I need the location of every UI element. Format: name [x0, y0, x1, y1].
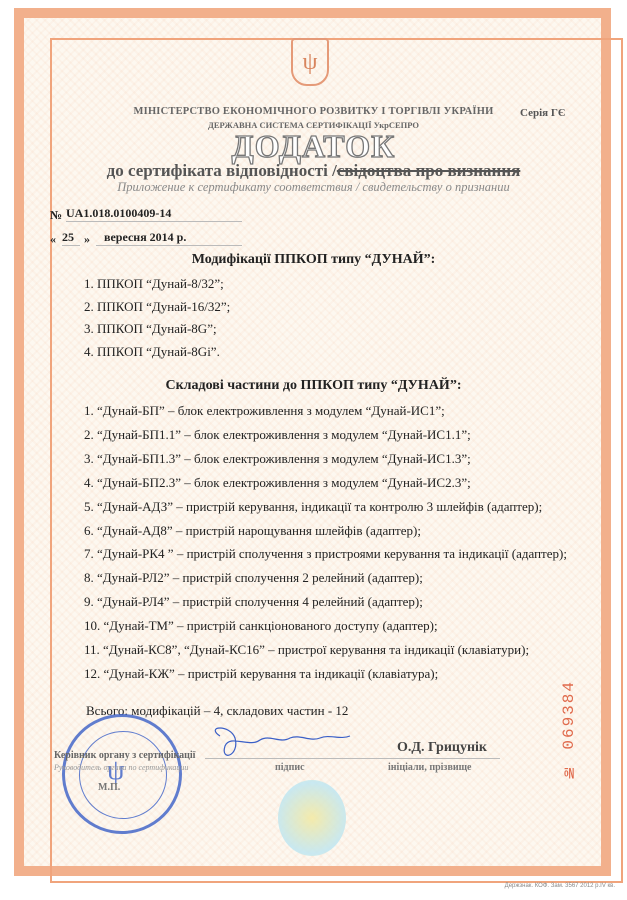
- list-item: 2. ППКОП “Дунай-16/32”;: [84, 298, 231, 314]
- number-label: №: [50, 208, 63, 222]
- list-item: 3. ППКОП “Дунай-8G”;: [84, 321, 217, 336]
- subtitle-struck: свідоцтва про визнання: [336, 161, 521, 180]
- series: Серія ГЄ: [520, 107, 566, 119]
- list-item: 1. “Дунай-БП” – блок електроживлення з модулем “Дунай-ИС1”;: [84, 403, 445, 418]
- list-item: 12. “Дунай-КЖ” – пристрій керування та індикації (клавіатура);: [84, 665, 439, 681]
- sign-label: підпис: [275, 762, 305, 773]
- list-item: 1. ППКОП “Дунай-8/32”;: [84, 276, 224, 291]
- list-item: 7. “Дунай-РК4 ” – пристрій сполучення з пристроями керування та індикації (адаптер);: [84, 546, 567, 562]
- modifications-title: Модифікації ППКОП типу “ДУНАЙ”:: [191, 252, 436, 267]
- signature: [200, 726, 360, 766]
- signature-line: [205, 758, 500, 759]
- trident-emblem-icon: ψ: [291, 38, 329, 86]
- signer-name: О.Д. Грицунік: [397, 740, 487, 755]
- hologram: [278, 780, 346, 856]
- subtitle-ru: Приложение к сертификату соответствия / свидетельству о признании: [117, 180, 510, 194]
- total: Всього: модифікацій – 4, складових частин - 12: [86, 703, 349, 718]
- components-title: Складові частини до ППКОП типу “ДУНАЙ”:: [165, 378, 462, 393]
- trident-icon: ψ: [107, 755, 125, 786]
- list-item: 11. “Дунай-КС8”, “Дунай-КС16” – пристрої керування та індикації (клавіатури);: [84, 642, 530, 657]
- signer-role-ru: Руководитель органа по сертификации: [54, 763, 189, 772]
- certification-system: ДЕРЖАВНА СИСТЕМА СЕРТИФІКАЦІЇ УкрСЕПРО: [208, 120, 419, 130]
- list-item: 2. “Дунай-БП1.1” – блок електроживлення з модулем “Дунай-ИС1.1”;: [84, 426, 471, 442]
- stamp-place: М.П.: [98, 782, 121, 793]
- signer-role: Керівник органу з сертифікації: [54, 750, 196, 761]
- document-title: ДОДАТОК: [231, 128, 396, 164]
- list-item: 4. ППКОП “Дунай-8Gi”.: [84, 343, 220, 359]
- quote-open: «: [50, 232, 56, 246]
- quote-close: »: [84, 232, 90, 246]
- list-item: 3. “Дунай-БП1.3” – блок електроживлення з модулем “Дунай-ИС1.3”;: [84, 450, 471, 466]
- list-item: 10. “Дунай-ТМ” – пристрій санкціонованого доступу (адаптер);: [84, 618, 438, 634]
- ministry-name: МІНІСТЕРСТВО ЕКОНОМІЧНОГО РОЗВИТКУ І ТОРГІВЛІ УКРАЇНИ: [133, 106, 494, 117]
- date-month-year: вересня 2014 р.: [96, 230, 242, 246]
- official-stamp: [62, 714, 182, 834]
- certificate-number: UA1.018.0100409-14: [66, 206, 242, 222]
- date-day: 25: [62, 230, 80, 246]
- list-item: 4. “Дунай-БП2.3” – блок електроживлення з модулем “Дунай-ИС2.3”;: [84, 474, 471, 490]
- list-item: 9. “Дунай-РЛ4” – пристрій сполучення 4 релейний (адаптер);: [84, 594, 423, 610]
- list-item: 8. “Дунай-РЛ2” – пристрій сполучення 2 релейний (адаптер);: [84, 570, 423, 586]
- print-info: Держзнак. КОФ. Зам. 3567 2012 р.IV кв.: [504, 883, 615, 889]
- serial-number: № 069384: [560, 680, 578, 782]
- name-label: ініціали, прізвище: [388, 762, 472, 773]
- subtitle-text: до сертифіката відповідності /: [106, 161, 337, 180]
- list-item: 6. “Дунай-АД8” – пристрій нарощування шлейфів (адаптер);: [84, 522, 421, 538]
- list-item: 5. “Дунай-АДЗ” – пристрій керування, індикації та контролю 3 шлейфів (адаптер);: [84, 498, 543, 514]
- subtitle: [0, 161, 627, 181]
